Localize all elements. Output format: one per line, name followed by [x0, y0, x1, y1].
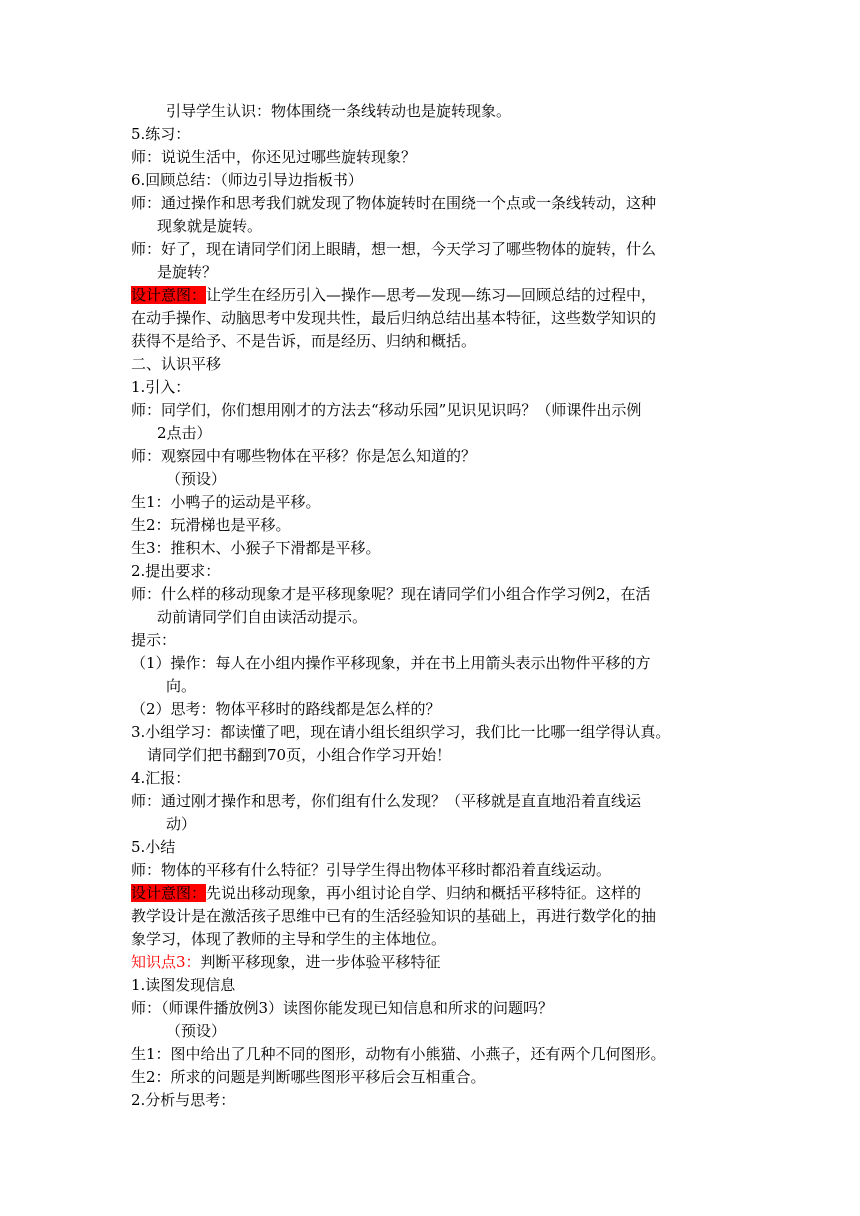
- text-line: 先说出移动现象，再小组讨论自学、归纳和概括平移特征。这样的: [206, 884, 642, 902]
- text-line: 是旋转？: [157, 263, 218, 281]
- design-intent-line: [131, 284, 731, 307]
- design-intent-label: 设计意图：: [131, 286, 207, 304]
- text-line: 在动手操作、动脑思考中发现共性，最后归纳总结出基本特征，这些数学知识的: [131, 309, 657, 327]
- text-line: 1.引入：: [131, 378, 191, 396]
- text-line: 师：物体的平移有什么特征？引导学生得出物体平移时都沿着直线运动。: [131, 861, 612, 879]
- text-line: 象学习，体现了教师的主导和学生的主体地位。: [131, 930, 447, 948]
- text-line: 3.小组学习：都读懂了吧，现在请小组长组织学习，我们比一比哪一组学得认真。: [131, 723, 671, 741]
- text-line: 生2：玩滑梯也是平移。: [131, 516, 291, 534]
- design-intent-label: 设计意图：: [131, 884, 207, 902]
- text-line: 生3：推积木、小猴子下滑都是平移。: [131, 539, 381, 557]
- text-line: 师：说说生活中，你还见过哪些旋转现象？: [131, 148, 417, 166]
- text-line: 让学生在经历引入—操作—思考—发现—练习—回顾总结的过程中，: [206, 286, 657, 304]
- text-line: 师：观察园中有哪些物体在平移？你是怎么知道的？: [131, 447, 477, 465]
- text-line: （预设）: [166, 1022, 227, 1040]
- text-line: 2.提出要求：: [131, 562, 221, 580]
- text-line: 师：同学们，你们想用刚才的方法去“移动乐园”见识见识吗？（师课件出示例: [131, 401, 642, 419]
- text-line: 教学设计是在激活孩子思维中已有的生活经验知识的基础上，再进行数学化的抽: [131, 907, 657, 925]
- text-line: （预设）: [166, 470, 227, 488]
- text-line: 5.小结: [131, 838, 176, 856]
- text-line: 引导学生认识：物体围绕一条线转动也是旋转现象。: [166, 102, 512, 120]
- text-line: 提示：: [131, 631, 177, 649]
- text-line: 4.汇报：: [131, 769, 191, 787]
- text-line: 师：（师课件播放例3）读图你能发现已知信息和所求的问题吗？: [131, 999, 554, 1017]
- text-line: 向。: [166, 677, 197, 695]
- text-line: 1.读图发现信息: [131, 976, 236, 994]
- text-line: 生2：所求的问题是判断哪些图形平移后会互相重合。: [131, 1068, 486, 1086]
- text-line: 动）: [166, 815, 197, 833]
- section-heading: 二、认识平移: [131, 355, 222, 373]
- text-line: 请同学们把书翻到70页，小组合作学习开始！: [147, 746, 452, 764]
- text-line: （1）操作：每人在小组内操作平移现象，并在书上用箭头表示出物件平移的方: [131, 654, 651, 672]
- text-line: 动前请同学们自由读活动提示。: [157, 608, 368, 626]
- text-line: 生1：小鸭子的运动是平移。: [131, 493, 321, 511]
- knowledge-point-label: 知识点3：: [131, 953, 201, 971]
- text-line: 判断平移现象，进一步体验平移特征: [200, 953, 441, 971]
- text-line: 2.分析与思考：: [131, 1091, 236, 1109]
- text-line: 师：什么样的移动现象才是平移现象呢？现在请同学们小组合作学习例2，在活: [131, 585, 651, 603]
- text-line: 5.练习：: [131, 125, 191, 143]
- text-line: 获得不是给予、不是告诉，而是经历、归纳和概括。: [131, 332, 477, 350]
- text-line: 2点击）: [157, 424, 212, 442]
- knowledge-point-line: [131, 951, 731, 974]
- text-line: 师：通过操作和思考我们就发现了物体旋转时在围绕一个点或一条线转动，这种: [131, 194, 657, 212]
- text-line: 师：通过刚才操作和思考，你们组有什么发现？（平移就是直直地沿着直线运: [131, 792, 642, 810]
- text-line: 生1：图中给出了几种不同的图形，动物有小熊猫、小燕子，还有两个几何图形。: [131, 1045, 666, 1063]
- design-intent-line: [131, 882, 731, 905]
- text-line: （2）思考：物体平移时的路线都是怎么样的？: [131, 700, 441, 718]
- text-line: 6.回顾总结：（师边引导边指板书）: [131, 171, 363, 189]
- document-body: [131, 100, 731, 1112]
- text-line: 师：好了，现在请同学们闭上眼睛，想一想，今天学习了哪些物体的旋转，什么: [131, 240, 657, 258]
- text-line: 现象就是旋转。: [157, 217, 263, 235]
